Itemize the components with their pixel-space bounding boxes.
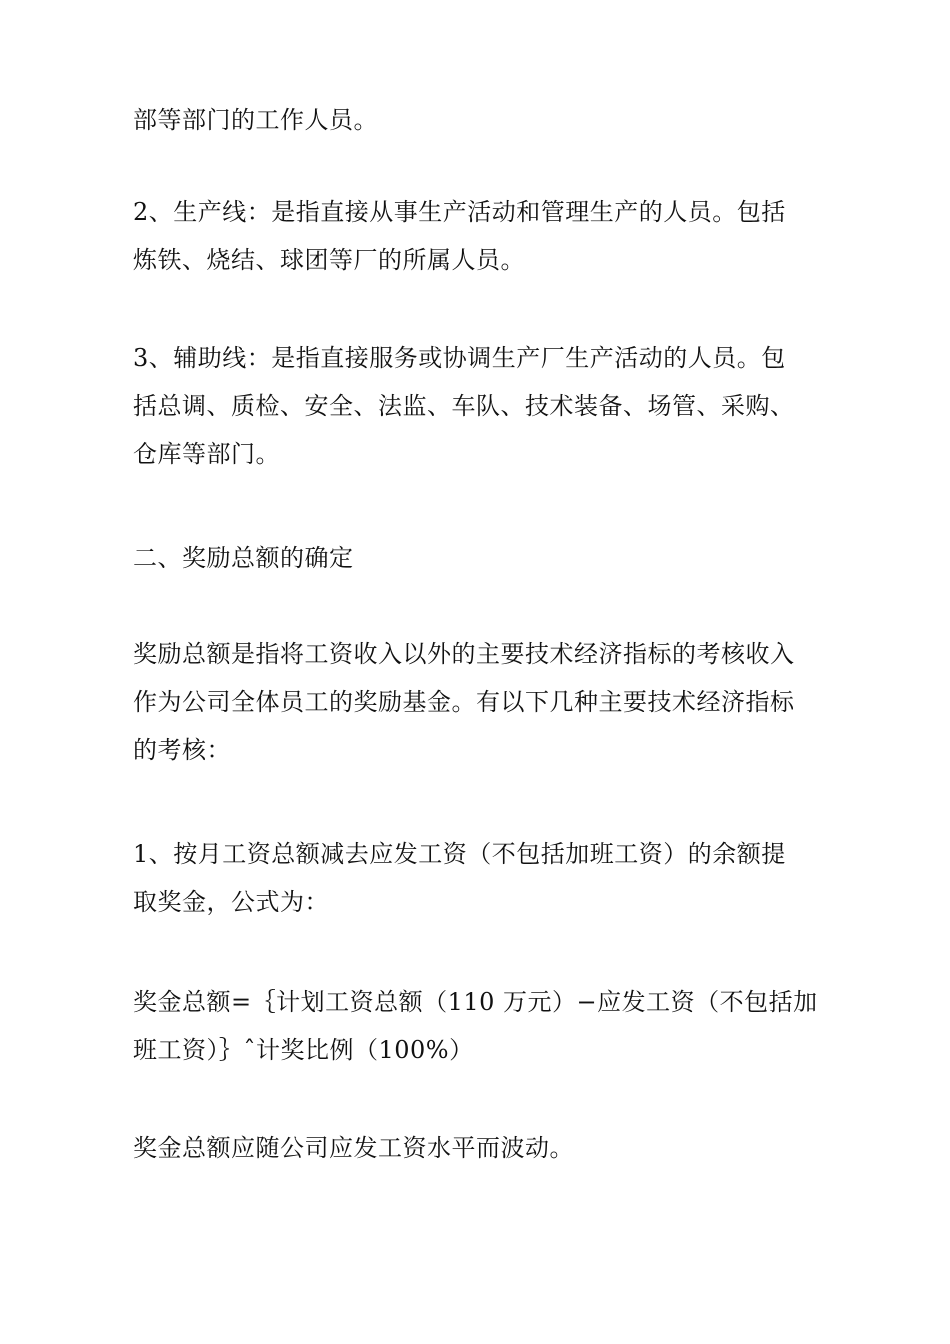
text-line: 仓库等部门。 — [133, 440, 280, 468]
paragraph-monthly-wage-method — [133, 830, 823, 926]
text-line: 奖金总额应随公司应发工资水平而波动。 — [133, 1134, 574, 1162]
text-line: 作为公司全体员工的奖励基金。有以下几种主要技术经济指标 — [133, 688, 795, 716]
text-line: 二、奖励总额的确定 — [133, 544, 354, 572]
paragraph-bonus-definition — [133, 630, 823, 774]
paragraph-bonus-formula — [133, 978, 823, 1074]
section-heading-bonus-total — [133, 534, 823, 582]
text-line: 的考核： — [133, 736, 231, 764]
text-line: 取奖金，公式为： — [133, 888, 329, 916]
text-line: 3、辅助线：是指直接服务或协调生产厂生产活动的人员。包 — [133, 344, 786, 372]
text-line: 括总调、质检、安全、法监、车队、技术装备、场管、采购、 — [133, 392, 795, 420]
text-line: 奖金总额=｛计划工资总额（110 万元）−应发工资（不包括加 — [133, 988, 818, 1016]
paragraph-department-staff — [133, 96, 823, 144]
paragraph-production-line — [133, 188, 823, 284]
text-line: 1、按月工资总额减去应发工资（不包括加班工资）的余额提 — [133, 840, 786, 868]
text-line: 炼铁、烧结、球团等厂的所属人员。 — [133, 246, 525, 274]
text-line: 班工资）｝ˆ计奖比例（100%） — [133, 1036, 474, 1064]
text-line: 奖励总额是指将工资收入以外的主要技术经济指标的考核收入 — [133, 640, 795, 668]
paragraph-auxiliary-line — [133, 334, 823, 478]
text-line: 2、生产线：是指直接从事生产活动和管理生产的人员。包括 — [133, 198, 786, 226]
text-line: 部等部门的工作人员。 — [133, 106, 378, 134]
paragraph-bonus-fluctuation — [133, 1124, 823, 1172]
